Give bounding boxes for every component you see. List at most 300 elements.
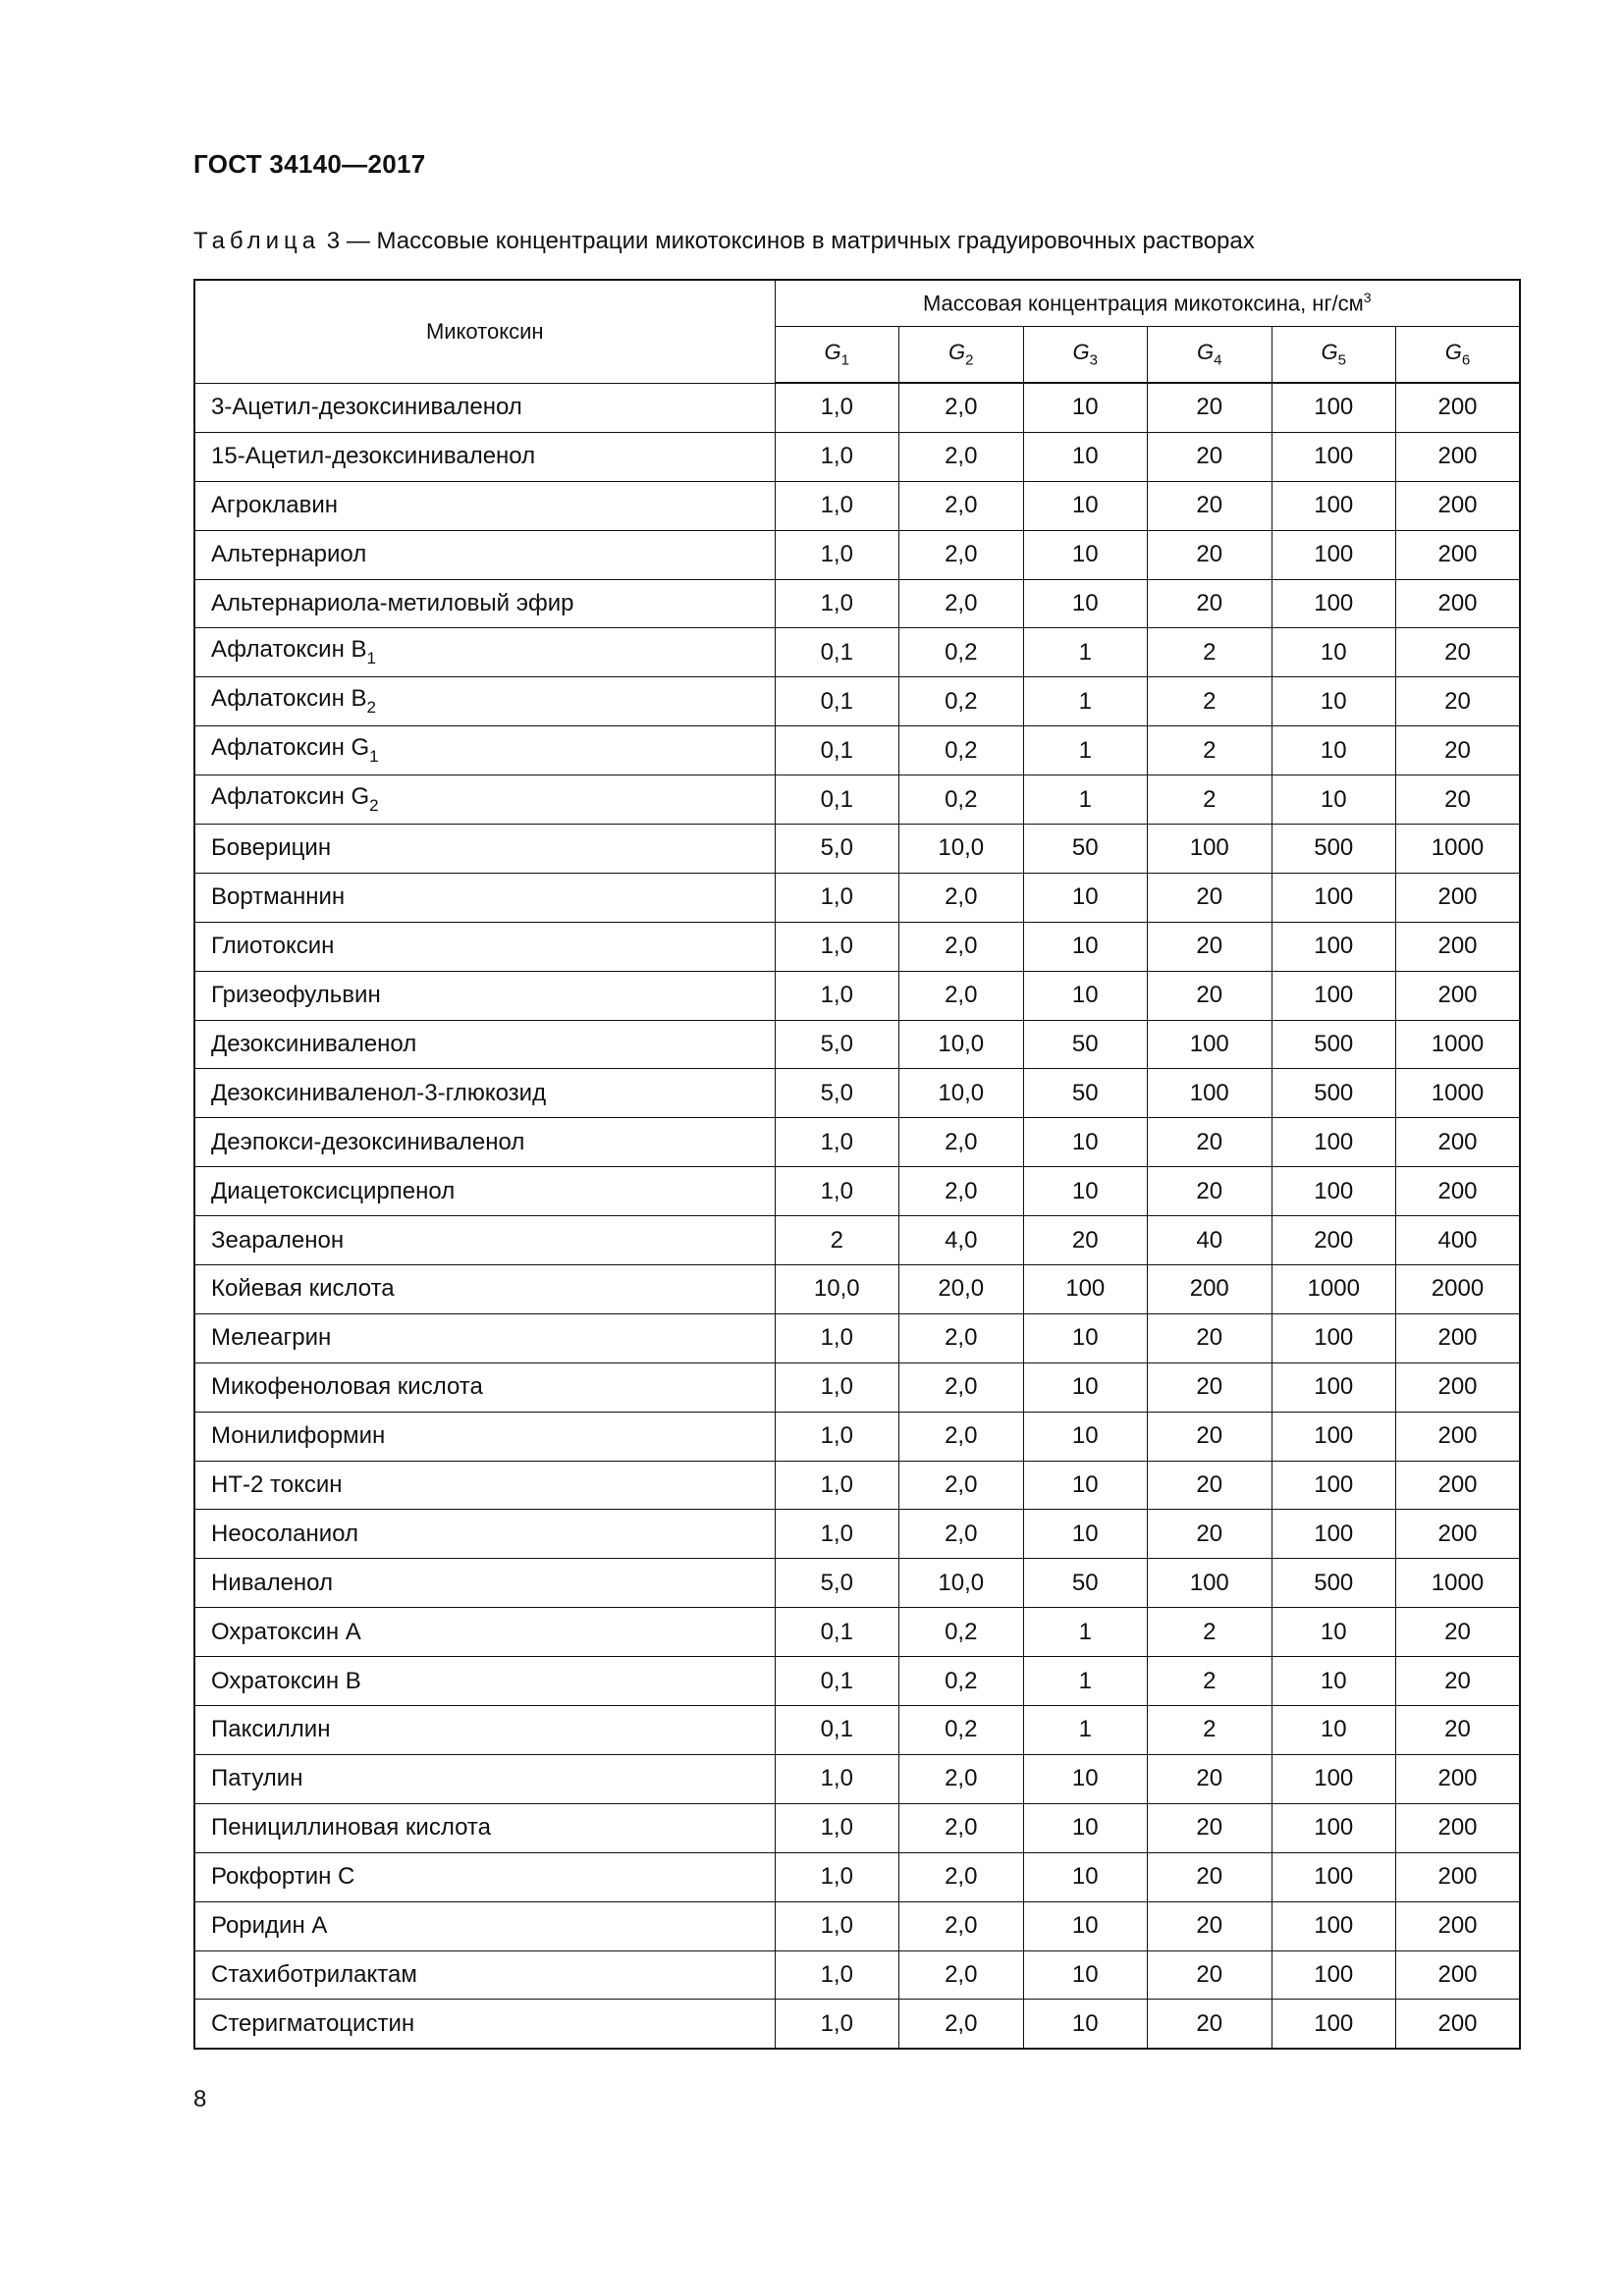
mycotoxin-name-subscript: 2	[369, 796, 379, 816]
mycotoxin-name-cell	[194, 1901, 775, 1950]
concentration-cell-g2: 0,2	[899, 628, 1024, 677]
concentration-cell-g6: 200	[1396, 922, 1521, 971]
concentration-cell-g2: 0,2	[899, 1657, 1024, 1706]
mycotoxin-name-subscript: 1	[369, 747, 379, 767]
mycotoxin-name-cell	[194, 971, 775, 1020]
concentration-cell-g6: 20	[1396, 775, 1521, 825]
concentration-cell-g4: 20	[1148, 1167, 1272, 1216]
concentration-cell-g2: 10,0	[899, 1559, 1024, 1608]
concentration-cell-g6: 1000	[1396, 1069, 1521, 1118]
concentration-cell-g6: 200	[1396, 2000, 1521, 2049]
mycotoxin-name: Дезоксиниваленол-3-глюкозид	[211, 1079, 547, 1106]
mycotoxin-name: Афлатоксин B	[211, 685, 367, 713]
concentration-cell-g1: 1,0	[775, 1901, 899, 1950]
table-row	[194, 1608, 1520, 1657]
concentration-cell-g3: 50	[1023, 1020, 1148, 1069]
concentration-cell-g2: 2,0	[899, 1803, 1024, 1852]
mycotoxin-name: Диацетоксисцирпенол	[211, 1177, 456, 1204]
mycotoxin-name: Койевая кислота	[211, 1275, 395, 1303]
concentration-group-header	[775, 280, 1520, 327]
concentration-cell-g5: 100	[1272, 383, 1396, 432]
level-symbol: G	[948, 340, 966, 365]
concentration-cell-g3: 20	[1023, 1216, 1148, 1265]
mycotoxin-name-cell	[194, 1461, 775, 1510]
concentration-cell-g6: 200	[1396, 1118, 1521, 1167]
mycotoxin-name: Неосоланиол	[211, 1520, 358, 1547]
table-caption-label: Таблица	[193, 228, 321, 254]
concentration-cell-g1: 0,1	[775, 775, 899, 825]
concentration-cell-g3: 10	[1023, 1362, 1148, 1412]
mycotoxin-name: Ниваленол	[211, 1569, 333, 1596]
mycotoxin-name-cell	[194, 1216, 775, 1265]
mycotoxin-name-cell	[194, 922, 775, 971]
table-row	[194, 1559, 1520, 1608]
concentration-cell-g3: 10	[1023, 1461, 1148, 1510]
concentration-cell-g4: 20	[1148, 432, 1272, 481]
concentration-cell-g6: 20	[1396, 1657, 1521, 1706]
concentration-cell-g6: 1000	[1396, 1020, 1521, 1069]
table-row	[194, 971, 1520, 1020]
concentration-cell-g6: 200	[1396, 971, 1521, 1020]
concentration-cell-g4: 20	[1148, 971, 1272, 1020]
concentration-cell-g6: 400	[1396, 1216, 1521, 1265]
mycotoxin-name: Гризеофульвин	[211, 982, 381, 1009]
concentration-cell-g6: 20	[1396, 1706, 1521, 1755]
concentration-cell-g6: 200	[1396, 1412, 1521, 1461]
concentration-cell-g6: 200	[1396, 1461, 1521, 1510]
concentration-cell-g1: 1,0	[775, 1950, 899, 2000]
concentration-cell-g4: 2	[1148, 775, 1272, 825]
concentration-cell-g4: 2	[1148, 628, 1272, 677]
concentration-cell-g1: 1,0	[775, 971, 899, 1020]
concentration-cell-g5: 10	[1272, 726, 1396, 775]
mycotoxin-name: Дезоксиниваленол	[211, 1031, 417, 1058]
table-row	[194, 1901, 1520, 1950]
concentration-cell-g1: 1,0	[775, 481, 899, 530]
mycotoxin-name: Патулин	[211, 1765, 303, 1792]
mycotoxin-name: Зеараленон	[211, 1226, 345, 1254]
concentration-cell-g6: 1000	[1396, 1559, 1521, 1608]
table-row	[194, 1313, 1520, 1362]
concentration-cell-g4: 20	[1148, 2000, 1272, 2049]
concentration-cell-g1: 0,1	[775, 726, 899, 775]
concentration-cell-g6: 200	[1396, 1852, 1521, 1901]
concentration-cell-g6: 20	[1396, 677, 1521, 726]
mycotoxin-name: Агроклавин	[211, 492, 338, 519]
mycotoxin-name: Монилиформин	[211, 1422, 386, 1450]
concentration-cell-g3: 10	[1023, 1412, 1148, 1461]
concentration-cell-g5: 100	[1272, 1950, 1396, 2000]
concentration-cell-g3: 1	[1023, 1706, 1148, 1755]
concentration-cell-g2: 2,0	[899, 1510, 1024, 1559]
concentration-cell-g5: 500	[1272, 1020, 1396, 1069]
mycotoxin-name-cell	[194, 481, 775, 530]
table-row	[194, 1754, 1520, 1803]
concentration-cell-g1: 1,0	[775, 1510, 899, 1559]
table-row	[194, 873, 1520, 922]
level-subscript: 6	[1461, 351, 1471, 369]
concentration-cell-g3: 10	[1023, 481, 1148, 530]
concentration-cell-g1: 0,1	[775, 1706, 899, 1755]
concentration-cell-g1: 5,0	[775, 825, 899, 874]
concentration-cell-g5: 100	[1272, 530, 1396, 579]
table-row	[194, 1020, 1520, 1069]
mycotoxin-name: Альтернариола-метиловый эфир	[211, 590, 574, 616]
concentration-cell-g6: 2000	[1396, 1265, 1521, 1314]
mycotoxin-name: Рокфортин С	[211, 1863, 355, 1891]
concentration-cell-g6: 200	[1396, 1313, 1521, 1362]
concentration-cell-g5: 100	[1272, 1803, 1396, 1852]
mycotoxin-name-cell	[194, 1362, 775, 1412]
concentration-cell-g1: 1,0	[775, 1362, 899, 1412]
concentration-cell-g1: 0,1	[775, 677, 899, 726]
mycotoxin-name: Деэпокси-дезоксиниваленол	[211, 1128, 525, 1155]
concentration-cell-g3: 10	[1023, 2000, 1148, 2049]
mycotoxin-name: 3-Ацетил-дезоксиниваленол	[211, 394, 522, 421]
concentration-cell-g4: 2	[1148, 1657, 1272, 1706]
concentration-cell-g4: 20	[1148, 1461, 1272, 1510]
concentration-cell-g3: 10	[1023, 1118, 1148, 1167]
concentration-cell-g3: 1	[1023, 677, 1148, 726]
concentration-cell-g2: 10,0	[899, 1020, 1024, 1069]
concentration-cell-g2: 2,0	[899, 1461, 1024, 1510]
concentration-cell-g1: 1,0	[775, 432, 899, 481]
page-number: 8	[193, 2086, 207, 2112]
concentration-cell-g5: 100	[1272, 873, 1396, 922]
concentration-cell-g4: 100	[1148, 825, 1272, 874]
concentration-cell-g6: 200	[1396, 1754, 1521, 1803]
concentration-cell-g1: 1,0	[775, 1803, 899, 1852]
concentration-cell-g4: 20	[1148, 1412, 1272, 1461]
concentration-cell-g5: 100	[1272, 1412, 1396, 1461]
concentration-cell-g4: 20	[1148, 481, 1272, 530]
concentration-cell-g3: 10	[1023, 1754, 1148, 1803]
concentration-cell-g5: 500	[1272, 1559, 1396, 1608]
concentration-cell-g5: 100	[1272, 1362, 1396, 1412]
mycotoxin-name-cell	[194, 677, 775, 726]
table-container	[193, 279, 1521, 2050]
concentration-cell-g2: 2,0	[899, 432, 1024, 481]
concentration-cell-g5: 100	[1272, 579, 1396, 628]
mycotoxin-name-cell	[194, 1020, 775, 1069]
mycotoxin-name-cell	[194, 432, 775, 481]
concentration-cell-g1: 1,0	[775, 1852, 899, 1901]
table-row	[194, 1216, 1520, 1265]
concentration-cell-g6: 20	[1396, 1608, 1521, 1657]
mycotoxin-name: Микофеноловая кислота	[211, 1373, 483, 1401]
table-row	[194, 2000, 1520, 2049]
concentration-cell-g4: 20	[1148, 383, 1272, 432]
concentration-cell-g1: 5,0	[775, 1020, 899, 1069]
concentration-cell-g6: 200	[1396, 1510, 1521, 1559]
concentration-cell-g1: 1,0	[775, 1461, 899, 1510]
table-row	[194, 432, 1520, 481]
mycotoxin-name-cell	[194, 530, 775, 579]
concentration-cell-g6: 200	[1396, 383, 1521, 432]
concentration-cell-g3: 10	[1023, 1510, 1148, 1559]
concentration-cell-g2: 0,2	[899, 726, 1024, 775]
concentration-cell-g1: 2	[775, 1216, 899, 1265]
concentration-cell-g2: 0,2	[899, 775, 1024, 825]
mycotoxin-name-cell	[194, 1510, 775, 1559]
concentration-cell-g6: 200	[1396, 1950, 1521, 2000]
table-row	[194, 530, 1520, 579]
level-subscript: 4	[1214, 351, 1222, 369]
level-symbol: G	[824, 340, 841, 365]
mycotoxin-name-cell	[194, 775, 775, 825]
level-symbol: G	[1197, 340, 1215, 365]
mycotoxin-name: Паксиллин	[211, 1716, 331, 1743]
level-subscript: 3	[1089, 351, 1098, 369]
table-row	[194, 579, 1520, 628]
concentration-cell-g5: 10	[1272, 1657, 1396, 1706]
concentration-cell-g5: 10	[1272, 628, 1396, 677]
concentration-cell-g2: 0,2	[899, 1608, 1024, 1657]
mycotoxin-name: 15-Ацетил-дезоксиниваленол	[211, 443, 536, 470]
mycotoxin-name-cell	[194, 1167, 775, 1216]
concentration-cell-g3: 10	[1023, 1167, 1148, 1216]
table-row	[194, 1167, 1520, 1216]
concentration-cell-g2: 2,0	[899, 922, 1024, 971]
concentration-cell-g5: 500	[1272, 1069, 1396, 1118]
concentration-cell-g5: 100	[1272, 1852, 1396, 1901]
concentration-cell-g1: 1,0	[775, 1754, 899, 1803]
mycotoxin-name-cell	[194, 726, 775, 775]
table-row	[194, 1510, 1520, 1559]
concentration-cell-g1: 1,0	[775, 1412, 899, 1461]
concentration-cell-g5: 10	[1272, 775, 1396, 825]
level-subscript: 5	[1337, 351, 1346, 369]
concentration-cell-g1: 0,1	[775, 1608, 899, 1657]
concentration-cell-g1: 1,0	[775, 530, 899, 579]
table-row	[194, 1950, 1520, 2000]
concentration-cell-g6: 20	[1396, 628, 1521, 677]
concentration-cell-g3: 1	[1023, 1608, 1148, 1657]
concentration-cell-g2: 2,0	[899, 971, 1024, 1020]
concentration-cell-g2: 2,0	[899, 1754, 1024, 1803]
concentration-cell-g6: 200	[1396, 1362, 1521, 1412]
mycotoxin-name-cell	[194, 1265, 775, 1314]
level-symbol: G	[1072, 340, 1090, 365]
mycotoxin-name: Стахиботрилактам	[211, 1960, 417, 1988]
table-row	[194, 1265, 1520, 1314]
concentration-cell-g6: 1000	[1396, 825, 1521, 874]
concentration-group-label: Массовая концентрация микотоксина, нг/см	[922, 291, 1364, 316]
concentration-cell-g1: 10,0	[775, 1265, 899, 1314]
table-row	[194, 1461, 1520, 1510]
concentration-cell-g2: 2,0	[899, 1313, 1024, 1362]
concentration-cell-g5: 1000	[1272, 1265, 1396, 1314]
concentration-cell-g4: 20	[1148, 1852, 1272, 1901]
concentration-cell-g4: 20	[1148, 1510, 1272, 1559]
table-row	[194, 1706, 1520, 1755]
concentration-cell-g5: 100	[1272, 1901, 1396, 1950]
concentration-cell-g4: 40	[1148, 1216, 1272, 1265]
concentration-cell-g3: 10	[1023, 922, 1148, 971]
concentration-cell-g5: 100	[1272, 432, 1396, 481]
mycotoxin-name: Афлатоксин B	[211, 636, 367, 664]
table-body	[194, 383, 1520, 2049]
table-row	[194, 677, 1520, 726]
table-row	[194, 726, 1520, 775]
level-subscript: 1	[840, 351, 849, 369]
mycotoxin-name-cell	[194, 1950, 775, 2000]
mycotoxin-name-cell	[194, 1559, 775, 1608]
mycotoxin-name: НТ-2 токсин	[211, 1471, 343, 1499]
table-row	[194, 1803, 1520, 1852]
table-row	[194, 383, 1520, 432]
concentration-cell-g4: 20	[1148, 1950, 1272, 2000]
concentration-cell-g6: 200	[1396, 530, 1521, 579]
mycotoxin-name-cell	[194, 1803, 775, 1852]
level-subscript: 2	[965, 351, 974, 369]
level-header-g3	[1023, 327, 1148, 384]
concentration-cell-g2: 2,0	[899, 579, 1024, 628]
mycotoxin-name-cell	[194, 825, 775, 874]
level-header-g2	[899, 327, 1024, 384]
level-symbol: G	[1444, 340, 1462, 365]
concentration-cell-g3: 10	[1023, 971, 1148, 1020]
concentration-cell-g4: 20	[1148, 1118, 1272, 1167]
mycotoxin-name: Боверицин	[211, 834, 332, 862]
concentration-cell-g4: 20	[1148, 1803, 1272, 1852]
concentration-cell-g5: 100	[1272, 1754, 1396, 1803]
concentration-cell-g6: 200	[1396, 873, 1521, 922]
concentration-cell-g3: 10	[1023, 1950, 1148, 2000]
mycotoxin-name: Охратоксин А	[211, 1618, 361, 1645]
concentration-cell-g1: 1,0	[775, 2000, 899, 2049]
concentration-cell-g1: 0,1	[775, 628, 899, 677]
concentration-cell-g6: 200	[1396, 579, 1521, 628]
concentration-cell-g1: 1,0	[775, 922, 899, 971]
mycotoxin-name-cell	[194, 579, 775, 628]
mycotoxin-name: Охратоксин В	[211, 1667, 361, 1694]
mycotoxin-name: Вортманнин	[211, 883, 346, 911]
concentration-cell-g1: 5,0	[775, 1069, 899, 1118]
concentration-cell-g6: 200	[1396, 481, 1521, 530]
table-row	[194, 1118, 1520, 1167]
concentration-cell-g2: 10,0	[899, 1069, 1024, 1118]
mycotoxin-name-cell	[194, 873, 775, 922]
concentration-cell-g3: 10	[1023, 1901, 1148, 1950]
concentration-cell-g4: 20	[1148, 873, 1272, 922]
concentration-cell-g2: 0,2	[899, 1706, 1024, 1755]
concentration-cell-g5: 200	[1272, 1216, 1396, 1265]
concentration-cell-g2: 4,0	[899, 1216, 1024, 1265]
concentration-cell-g3: 10	[1023, 530, 1148, 579]
concentration-cell-g5: 100	[1272, 2000, 1396, 2049]
table-row	[194, 825, 1520, 874]
concentration-cell-g2: 2,0	[899, 530, 1024, 579]
concentration-cell-g2: 2,0	[899, 1118, 1024, 1167]
concentration-cell-g4: 20	[1148, 579, 1272, 628]
mycotoxin-name: Пенициллиновая кислота	[211, 1814, 491, 1842]
concentration-cell-g5: 100	[1272, 481, 1396, 530]
table-caption-text: — Массовые концентрации микотоксинов в матричных градуировочных растворах	[346, 228, 1255, 254]
table-row	[194, 1069, 1520, 1118]
mycotoxin-name-cell	[194, 1608, 775, 1657]
concentration-cell-g4: 100	[1148, 1069, 1272, 1118]
concentration-cell-g1: 1,0	[775, 1313, 899, 1362]
concentration-cell-g4: 2	[1148, 726, 1272, 775]
concentration-cell-g5: 100	[1272, 1167, 1396, 1216]
concentration-cell-g3: 1	[1023, 1657, 1148, 1706]
mycotoxin-name-cell	[194, 1412, 775, 1461]
concentration-cell-g4: 20	[1148, 922, 1272, 971]
concentration-cell-g5: 100	[1272, 1510, 1396, 1559]
concentration-cell-g2: 10,0	[899, 825, 1024, 874]
concentration-cell-g3: 10	[1023, 432, 1148, 481]
mycotoxin-name: Стеригматоцистин	[211, 2009, 415, 2037]
concentration-cell-g4: 100	[1148, 1559, 1272, 1608]
level-header-g4	[1148, 327, 1272, 384]
level-header-g1	[775, 327, 899, 384]
table-row	[194, 1657, 1520, 1706]
concentration-cell-g2: 2,0	[899, 481, 1024, 530]
unit-superscript: 3	[1363, 290, 1372, 306]
concentration-cell-g3: 10	[1023, 1852, 1148, 1901]
concentration-cell-g3: 10	[1023, 873, 1148, 922]
table-row	[194, 481, 1520, 530]
concentration-cell-g2: 20,0	[899, 1265, 1024, 1314]
table-row	[194, 628, 1520, 677]
concentration-cell-g2: 2,0	[899, 383, 1024, 432]
mycotoxin-name-cell	[194, 1313, 775, 1362]
concentration-cell-g4: 20	[1148, 1754, 1272, 1803]
mycotoxin-name: Мелеагрин	[211, 1324, 332, 1352]
concentration-cell-g5: 100	[1272, 1313, 1396, 1362]
concentration-cell-g2: 2,0	[899, 1852, 1024, 1901]
concentration-cell-g3: 10	[1023, 1313, 1148, 1362]
concentration-cell-g3: 1	[1023, 628, 1148, 677]
concentration-cell-g2: 2,0	[899, 2000, 1024, 2049]
mycotoxin-name: Альтернариол	[211, 541, 367, 568]
mycotoxin-name: Афлатоксин G	[211, 783, 370, 811]
concentration-cell-g4: 20	[1148, 1362, 1272, 1412]
concentration-cell-g5: 100	[1272, 922, 1396, 971]
concentration-cell-g4: 100	[1148, 1020, 1272, 1069]
mycotoxin-name-cell	[194, 2000, 775, 2049]
concentration-cell-g1: 5,0	[775, 1559, 899, 1608]
mycotoxin-name-cell	[194, 1118, 775, 1167]
concentration-cell-g2: 0,2	[899, 677, 1024, 726]
concentration-cell-g2: 2,0	[899, 873, 1024, 922]
concentration-cell-g3: 50	[1023, 1069, 1148, 1118]
concentration-cell-g2: 2,0	[899, 1412, 1024, 1461]
concentration-cell-g4: 200	[1148, 1265, 1272, 1314]
concentration-cell-g4: 2	[1148, 677, 1272, 726]
concentration-cell-g4: 2	[1148, 1706, 1272, 1755]
concentration-cell-g3: 100	[1023, 1265, 1148, 1314]
concentration-cell-g1: 1,0	[775, 383, 899, 432]
concentration-cell-g3: 50	[1023, 1559, 1148, 1608]
table-row	[194, 1852, 1520, 1901]
concentration-cell-g2: 2,0	[899, 1167, 1024, 1216]
concentration-cell-g4: 20	[1148, 1313, 1272, 1362]
concentration-cell-g6: 20	[1396, 726, 1521, 775]
table-row	[194, 1412, 1520, 1461]
concentration-cell-g3: 10	[1023, 383, 1148, 432]
concentration-cell-g5: 10	[1272, 1706, 1396, 1755]
concentration-cell-g1: 0,1	[775, 1657, 899, 1706]
mycotoxin-name-cell	[194, 1069, 775, 1118]
concentration-cell-g3: 10	[1023, 579, 1148, 628]
concentration-cell-g5: 10	[1272, 1608, 1396, 1657]
table-row	[194, 922, 1520, 971]
mycotoxin-name-cell	[194, 383, 775, 432]
concentration-cell-g6: 200	[1396, 1901, 1521, 1950]
concentration-cell-g5: 100	[1272, 1461, 1396, 1510]
